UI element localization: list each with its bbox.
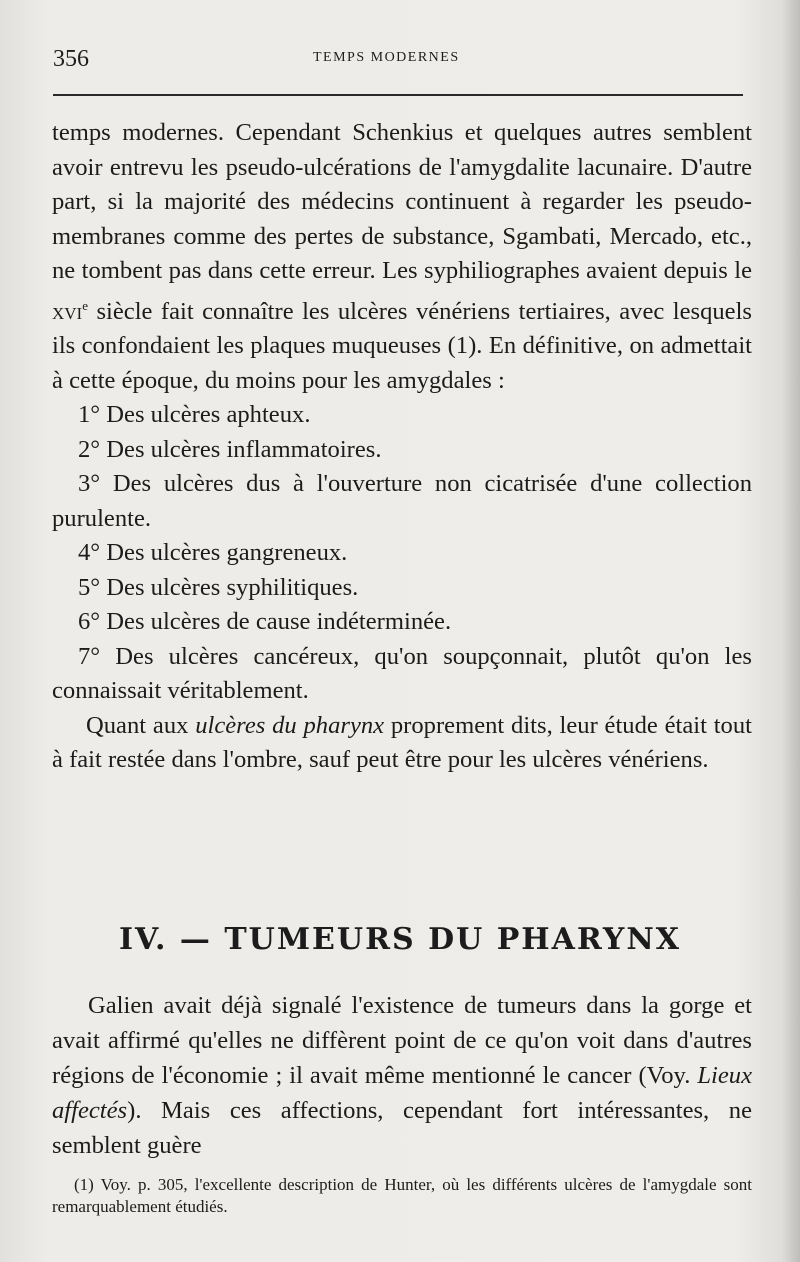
list-item: 4° Des ulcères gangreneux. — [78, 539, 348, 567]
list-item: 6° Des ulcères de cause indéterminée. — [78, 608, 452, 636]
paragraph-2-end: proprement dits, leur étude était tout à fait restée dans l'ombre, sauf peut être pour les ulcères vénériens. — [52, 711, 752, 774]
century-superscript: e — [82, 297, 88, 313]
header-rule — [53, 94, 743, 96]
ulcer-list — [52, 398, 752, 709]
list-item: 1° Des ulcères aphteux. — [78, 401, 311, 429]
section-text — [52, 988, 752, 1163]
page-edge-shadow — [782, 0, 800, 1262]
paragraph-1 — [52, 116, 752, 398]
running-head: TEMPS MODERNES — [313, 50, 460, 65]
list-item: 3° Des ulcères dus à l'ouverture non cicatrisée d'une collection purulente. — [52, 470, 752, 532]
page-number: 356 — [53, 46, 89, 72]
section-paragraph-italic: Lieux affectés — [52, 1062, 752, 1124]
paragraph-2-italic: ulcères du pharynx — [195, 711, 385, 739]
paragraph-2 — [52, 709, 752, 778]
century-numeral: xvi — [52, 297, 83, 325]
page-header — [53, 44, 743, 74]
list-item: 2° Des ulcères inflammatoires. — [78, 435, 382, 463]
section-paragraph-end: ). Mais ces affections, cependant fort intéressantes, ne semblent guère — [52, 1097, 752, 1159]
section-paragraph — [52, 988, 752, 1163]
list-item: 7° Des ulcères cancéreux, qu'on soupçonnait, plutôt qu'on les connaissait véritablement. — [52, 642, 752, 705]
paragraph-1-tail: siècle fait connaître les ulcères vénériens tertiaires, avec lesquels ils confondaient les plaques muqueuses (1). En définitive, on admettait à cette époque, du moins pour les amygdales : — [52, 297, 752, 394]
paragraph-1-text: temps modernes. Cependant Schenkius et quelques autres semblent avoir entrevu les pseudo-ulcérations de l'amygdalite lacunaire. D'autre part, si la majorité des médecins continuent à regarder les pseudo-membranes comme des pertes de substance, Sgambati, Mercado, etc., ne tombent pas dans cette erreur. Les syphiliographes avaient depuis le — [52, 119, 752, 284]
list-item: 5° Des ulcères syphilitiques. — [78, 573, 359, 601]
section-paragraph-start: Galien avait déjà signalé l'existence de tumeurs dans la gorge et avait affirmé qu'elles ne diffèrent point de ce qu'on voit dans d'autres régions de l'économie ; il avait même mentionné le cancer (Voy. — [52, 992, 752, 1089]
section-heading: IV. — TUMEURS DU PHARYNX — [118, 922, 682, 957]
main-text — [52, 116, 752, 778]
footnote — [52, 1174, 752, 1218]
paragraph-2-start: Quant aux — [86, 711, 196, 739]
footnote-text: (1) Voy. p. 305, l'excellente description de Hunter, où les différents ulcères de l'amygdale sont remarquablement étudiés. — [52, 1175, 752, 1216]
